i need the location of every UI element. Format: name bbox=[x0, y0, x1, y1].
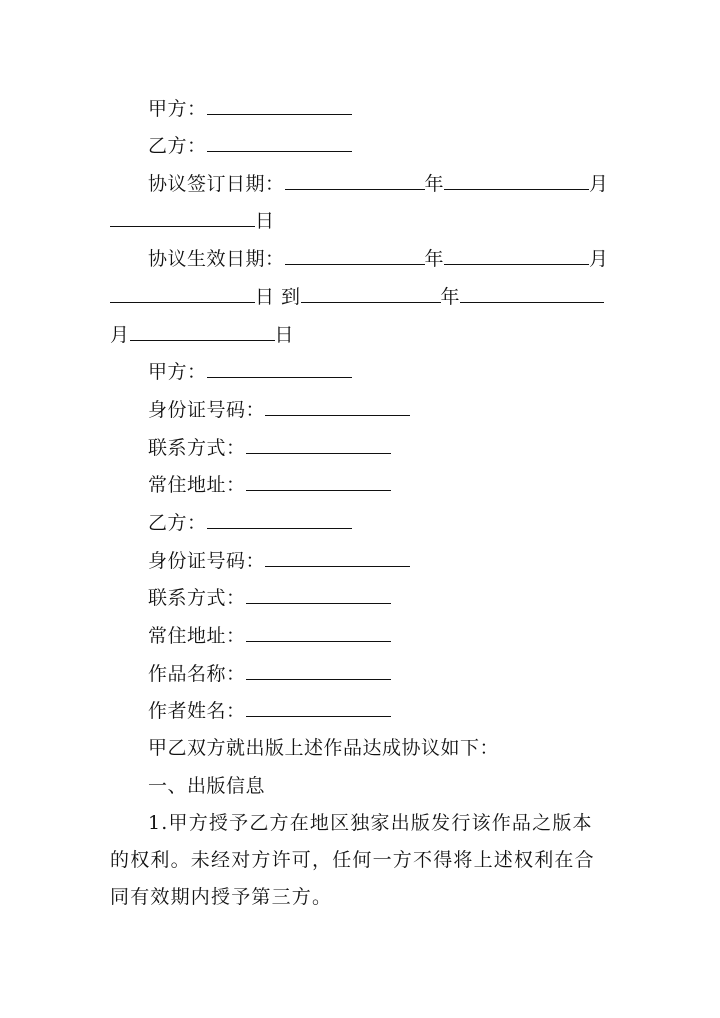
effective-date-day-blank[interactable] bbox=[110, 284, 255, 303]
header-party-a-line bbox=[148, 96, 352, 121]
header-party-b-line bbox=[148, 133, 352, 158]
party-b-address-line bbox=[148, 623, 391, 648]
effective-date-month-blank[interactable] bbox=[444, 246, 589, 265]
effective-date-line bbox=[148, 246, 609, 271]
section-1-title: 一、出版信息 bbox=[148, 775, 266, 797]
party-b-contact-line bbox=[148, 585, 391, 610]
party-b-contact-blank[interactable] bbox=[246, 585, 391, 604]
effective-date-month2-blank[interactable] bbox=[460, 284, 604, 303]
work-author-line bbox=[148, 698, 391, 723]
sign-date-day-line bbox=[110, 208, 275, 233]
party-b-name-blank[interactable] bbox=[207, 510, 352, 529]
party-b-id-line bbox=[148, 548, 410, 573]
effective-date-year-blank[interactable] bbox=[285, 246, 425, 265]
work-author-blank[interactable] bbox=[246, 698, 391, 717]
work-author-label: 作者姓名： bbox=[148, 700, 246, 722]
sign-date-day-label: 日 bbox=[255, 210, 275, 232]
effective-date-day-to-label: 日 到 bbox=[255, 286, 301, 308]
sign-date-month-label: 月 bbox=[589, 173, 609, 195]
header-party-b-blank[interactable] bbox=[207, 133, 352, 152]
party-a-name-label: 甲方： bbox=[148, 361, 207, 383]
party-a-address-line bbox=[148, 472, 391, 497]
effective-date-day2-label: 日 bbox=[274, 324, 295, 346]
sign-date-year-blank[interactable] bbox=[285, 171, 425, 190]
sign-date-label: 协议签订日期： bbox=[148, 173, 285, 195]
sign-date-month-blank[interactable] bbox=[444, 171, 589, 190]
party-a-id-label: 身份证号码： bbox=[148, 399, 266, 421]
effective-date-year-label: 年 bbox=[424, 248, 445, 270]
party-a-address-blank[interactable] bbox=[246, 472, 391, 491]
party-b-id-label: 身份证号码： bbox=[148, 550, 266, 572]
party-a-address-label: 常住地址： bbox=[148, 474, 246, 496]
agreement-intro: 甲乙双方就出版上述作品达成协议如下： bbox=[148, 737, 500, 759]
party-a-contact-blank[interactable] bbox=[246, 435, 391, 454]
effective-date-month-label: 月 bbox=[589, 248, 609, 270]
sign-date-line bbox=[148, 171, 609, 196]
effective-date-month2-label: 月 bbox=[110, 324, 130, 346]
effective-date-end-line bbox=[110, 322, 294, 347]
clause-1: 1.甲方授予乙方在地区独家出版发行该作品之版本的权利。未经对方许可，任何一方不得将上述权利在合同有效期内授予第三方。 bbox=[110, 812, 595, 908]
sign-date-day-blank[interactable] bbox=[110, 208, 255, 227]
effective-date-label: 协议生效日期： bbox=[148, 248, 285, 270]
effective-date-year2-label: 年 bbox=[440, 286, 461, 308]
sign-date-year-label: 年 bbox=[424, 173, 445, 195]
effective-date-year2-blank[interactable] bbox=[301, 284, 441, 303]
party-b-contact-label: 联系方式： bbox=[148, 587, 246, 609]
party-b-id-blank[interactable] bbox=[265, 548, 410, 567]
work-title-blank[interactable] bbox=[246, 661, 391, 680]
header-party-b-label: 乙方： bbox=[148, 135, 207, 157]
party-a-name-blank[interactable] bbox=[207, 359, 352, 378]
party-a-id-blank[interactable] bbox=[265, 397, 410, 416]
party-b-name-line bbox=[148, 510, 352, 535]
header-party-a-label: 甲方： bbox=[148, 98, 207, 120]
effective-date-range-line bbox=[110, 284, 604, 309]
party-b-address-blank[interactable] bbox=[246, 623, 391, 642]
party-b-name-label: 乙方： bbox=[148, 512, 207, 534]
effective-date-day2-blank[interactable] bbox=[130, 322, 275, 341]
party-b-address-label: 常住地址： bbox=[148, 625, 246, 647]
party-a-contact-label: 联系方式： bbox=[148, 437, 246, 459]
work-title-label: 作品名称： bbox=[148, 663, 246, 685]
work-title-line bbox=[148, 661, 391, 686]
party-a-contact-line bbox=[148, 435, 391, 460]
party-a-name-line bbox=[148, 359, 352, 384]
party-a-id-line bbox=[148, 397, 410, 422]
header-party-a-blank[interactable] bbox=[207, 96, 352, 115]
